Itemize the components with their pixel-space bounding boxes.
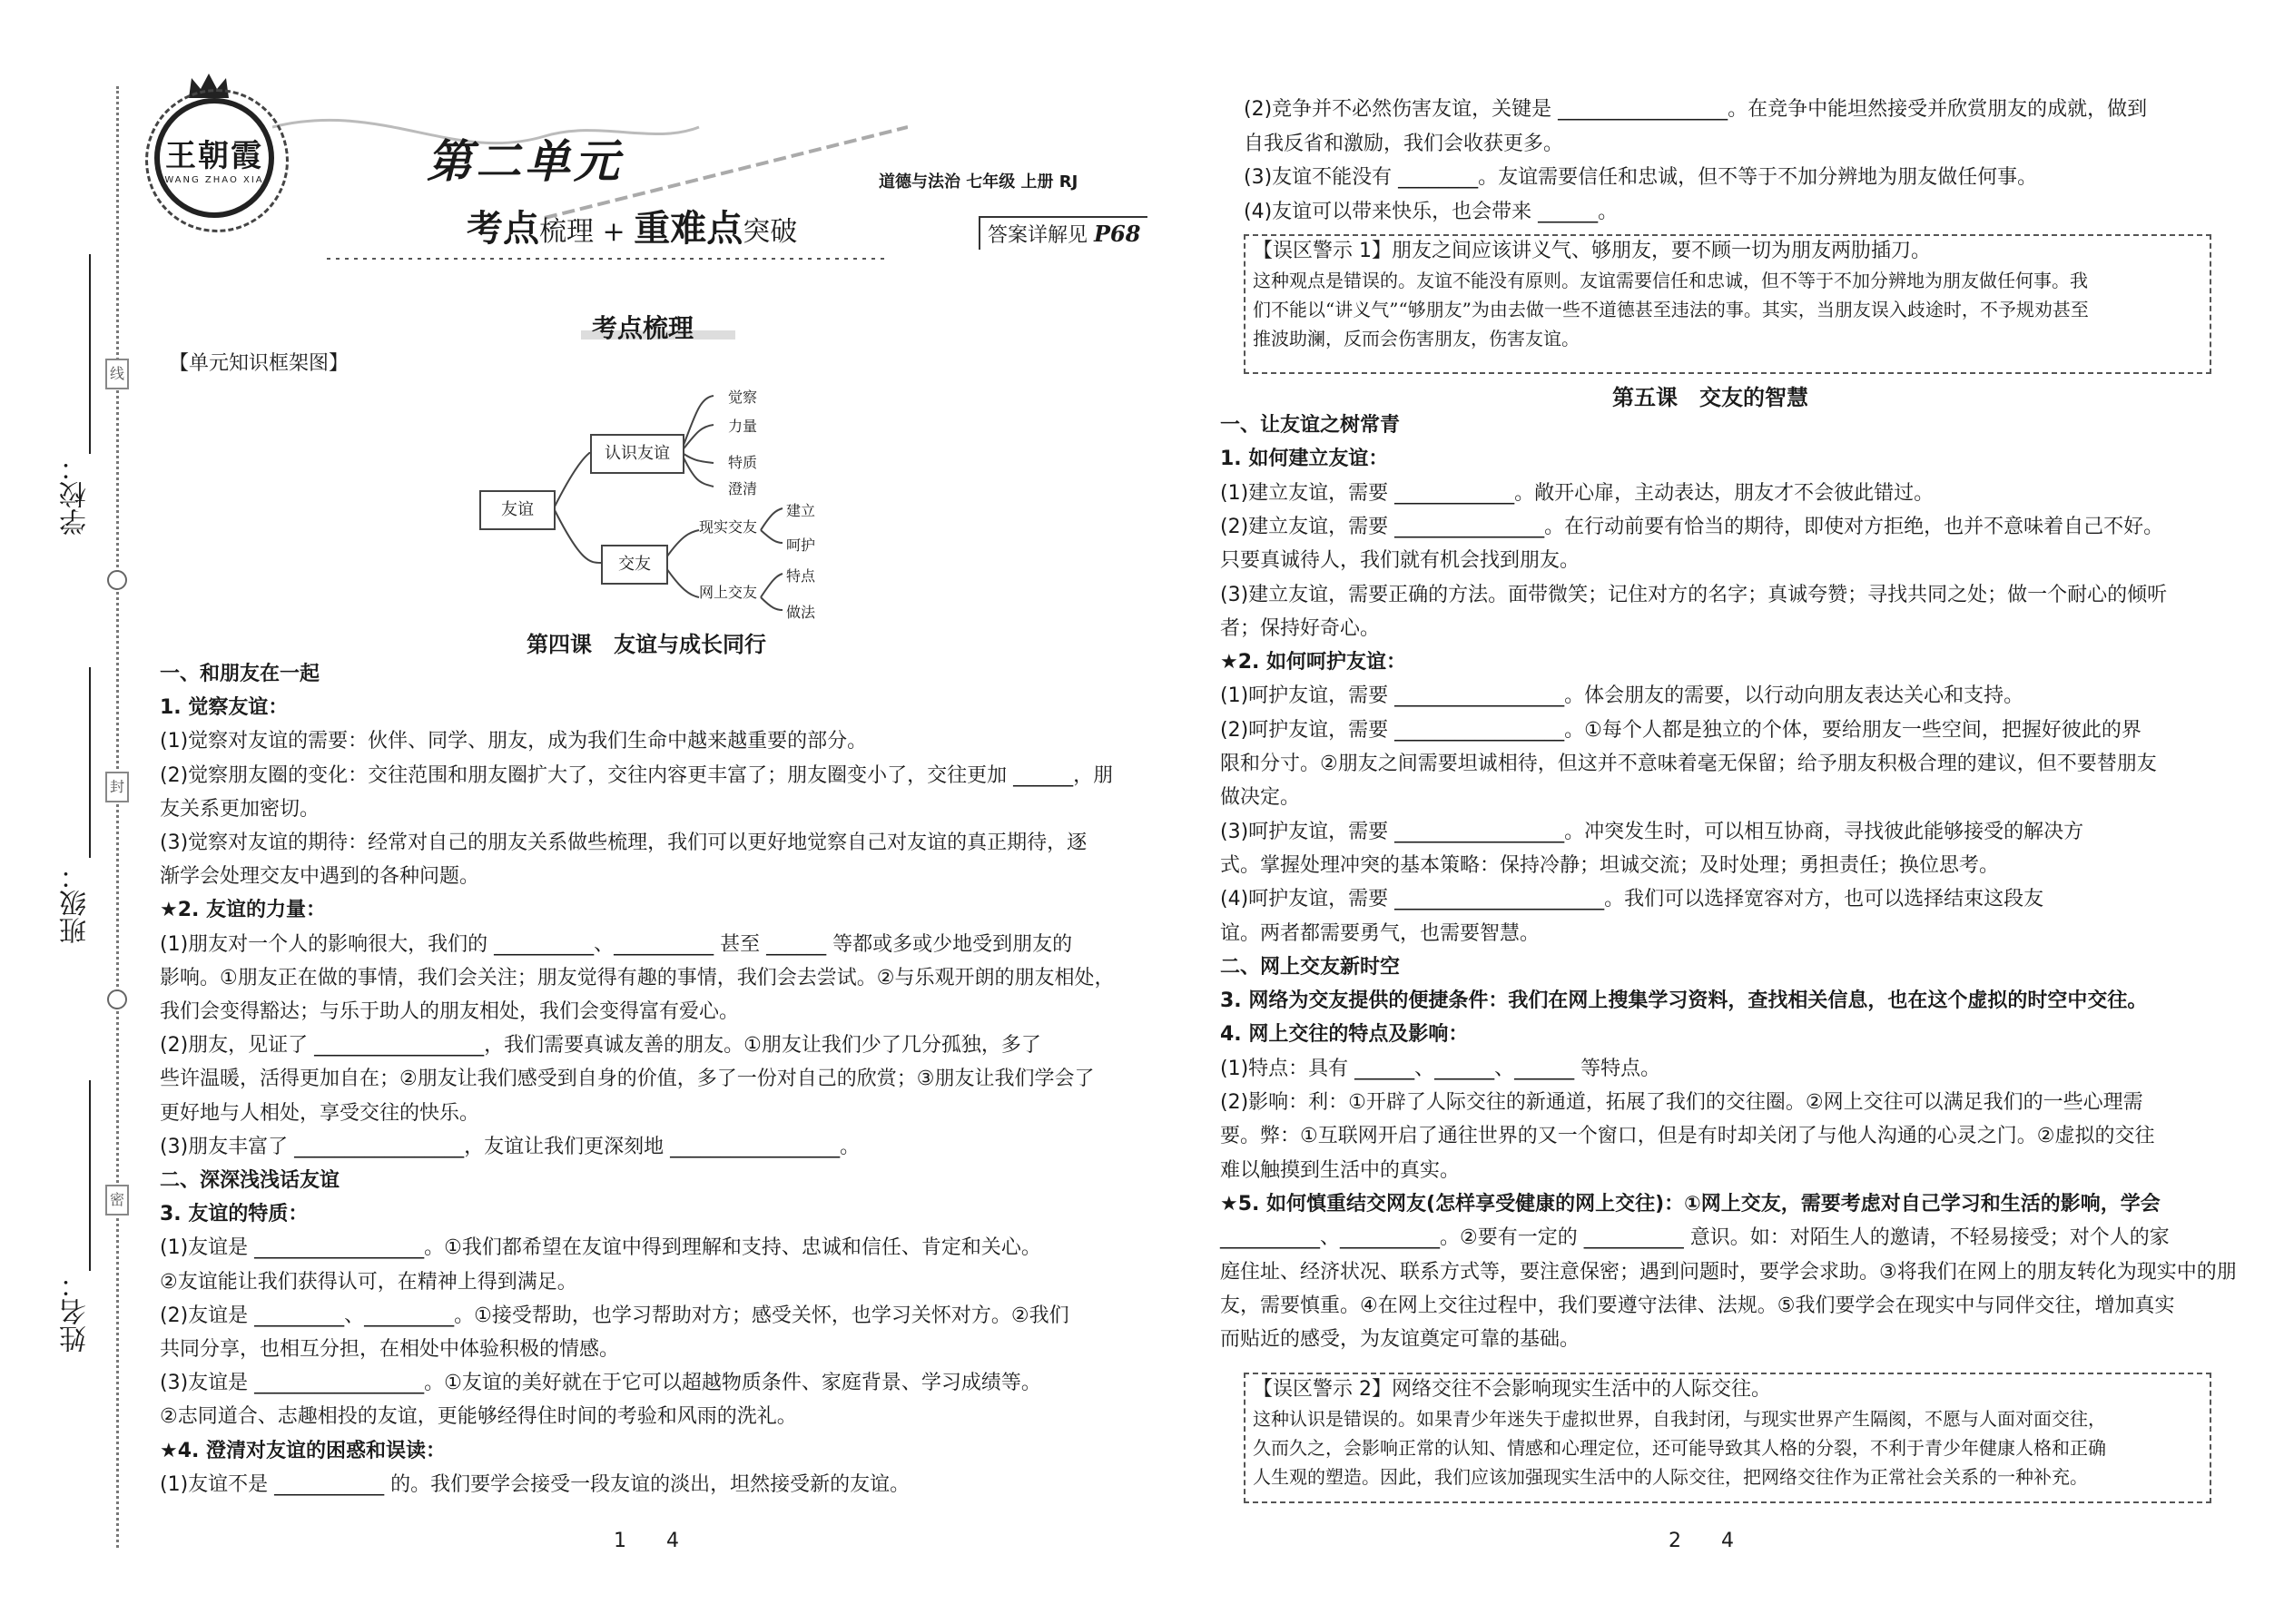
logo-subtext: WANG ZHAO XIA: [164, 175, 264, 185]
warning-1-line: 们不能以“讲义气”“够朋友”为由去做一些不道德甚至违法的事。其实，当朋友误入歧途时，不予规劝甚至: [1253, 299, 2089, 320]
diagram-root: 友谊: [479, 490, 556, 530]
text-line: ②友谊能让我们获得认可，在精神上得到满足。: [160, 1270, 577, 1294]
warning-1-line: 推波助澜，反而会伤害朋友，伤害友谊。: [1253, 328, 1580, 349]
text-line: (4)呵护友谊，需要 _____________________。我们可以选择宽容对方，也可以选择结束这段友: [1220, 888, 2044, 911]
text-line: 做决定。: [1220, 786, 1301, 810]
text-line: (3)朋友丰富了 _________________，友谊让我们更深刻地 _________________。: [160, 1135, 861, 1158]
text-line: 而贴近的感受，为友谊奠定可靠的基础。: [1220, 1328, 1580, 1352]
text-line: (1)朋友对一个人的影响很大，我们的 __________、__________ 甚至 ______ 等都或多或少地受到朋友的: [160, 932, 1073, 956]
lesson-5-title: 第五课 交友的智慧: [1612, 385, 1808, 410]
text-line: 自我反省和激励，我们会收获更多。: [1244, 132, 1564, 155]
text-line: 1. 如何建立友谊：: [1220, 448, 1389, 471]
text-line: 影响。①朋友正在做的事情，我们会关注；朋友觉得有趣的事情，我们会去尝试。②与乐观开朗的朋友相处，: [160, 966, 1115, 989]
text-line: (2)友谊是 _________、_________。①接受帮助，也学习帮助对方；感受关怀，也学习关怀对方。②我们: [160, 1304, 1069, 1327]
text-line: (3)友谊不能没有 ________。友谊需要信任和忠诚，但不等于不加分辨地为朋友做任何事。: [1244, 166, 2038, 189]
diagram-sub-branch: 网上交友: [699, 584, 758, 601]
text-line: (2)觉察朋友圈的变化：交往范围和朋友圈扩大了，交往内容更丰富了；朋友圈变小了，交往更加 ______，朋: [160, 763, 1114, 787]
text-line: (2)朋友，见证了 _________________，我们需要真诚友善的朋友。①朋友让我们少了几分孤独，多了: [160, 1034, 1041, 1058]
seal-mark-2: 封: [105, 772, 129, 802]
text-line: 3. 网络为交友提供的便捷条件：我们在网上搜集学习资料，查找相关信息，也在这个虚拟的时空中交往。: [1220, 989, 2148, 1013]
diagram-branch-make-friends: 交友: [601, 545, 668, 585]
text-line: 1. 觉察友谊：: [160, 696, 289, 720]
diagram-branch-know-friendship: 认识友谊: [590, 434, 684, 474]
text-line: 谊。两者都需要勇气，也需要智慧。: [1220, 921, 1541, 945]
subtitle-part-a: 考点: [467, 207, 539, 250]
subtitle-part-b: 梳理 +: [539, 216, 635, 248]
text-line: 只要真诚待人，我们就有机会找到朋友。: [1220, 549, 1580, 573]
text-line: (3)友谊是 _________________。①友谊的美好就在于它可以超越物质条件、家庭背景、学习成绩等。: [160, 1372, 1041, 1395]
text-line: (3)觉察对友谊的期待：经常对自己的朋友关系做些梳理，我们可以更好地觉察自己对友谊的真正期待，逐: [160, 832, 1088, 854]
text-line: (2)建立友谊，需要 _______________。在行动前要有恰当的期待，即使对方拒绝，也并不意味着自己不好。: [1220, 515, 2164, 538]
text-line: 二、深深浅浅话友谊: [160, 1169, 340, 1192]
text-line: (1)友谊是 _________________。①我们都希望在友谊中得到理解和支持、忠诚和信任、肯定和关心。: [160, 1236, 1041, 1260]
page-subtitle: [467, 200, 797, 251]
text-line: ★5. 如何慎重结交网友(怎样享受健康的网上交往)：①网上交友，需要考虑对自己学习和生活的影响，学会: [1220, 1192, 2161, 1216]
text-line: ★2. 如何呵护友谊：: [1220, 651, 1407, 674]
text-line: 些许温暖，活得更加自在；②朋友让我们感受到自身的价值，多了一份对自己的欣赏；③朋友让我们学会了: [160, 1068, 1095, 1091]
text-line: (3)建立友谊，需要正确的方法。面带微笑；记住对方的名字；真诚夸赞；寻找共同之处；做一个耐心的倾听: [1220, 583, 2168, 606]
text-line: (2)影响：利：①开辟了人际交往的新通道，拓展了我们的交往圈。②网上交往可以满足我们的一些心理需: [1220, 1091, 2143, 1114]
text-line: ★4. 澄清对友谊的困惑和误读：: [160, 1439, 447, 1462]
text-line: (1)呵护友谊，需要 _________________。体会朋友的需要，以行动向朋友表达关心和支持。: [1220, 684, 2024, 708]
text-line: ★2. 友谊的力量：: [160, 899, 327, 922]
diagram-leaf: 澄清: [728, 480, 758, 497]
diagram-leaf: 做法: [786, 604, 816, 621]
text-line: (1)觉察对友谊的需要：伙伴、同学、朋友，成为我们生命中越来越重要的部分。: [160, 730, 868, 753]
warning-2-line: 久而久之，会影响正常的认知、情感和心理定位，还可能导致其人格的分裂，不利于青少年健康人格和正确: [1253, 1437, 2106, 1459]
unit-title: 第二单元: [427, 134, 623, 188]
answer-reference: [979, 216, 1147, 250]
warning-2-line: 这种认识是错误的。如果青少年迷失于虚拟世界，自我封闭，与现实世界产生隔阂，不愿与人面对面交往，: [1253, 1408, 2106, 1430]
diagram-leaf: 建立: [786, 502, 816, 519]
text-line: 友，需要慎重。④在网上交往过程中，我们要遵守法律、法规。⑤我们要学会在现实中与同伴交往，增加真实: [1220, 1294, 2175, 1317]
text-line: 难以触摸到生活中的真实。: [1220, 1158, 1461, 1182]
text-line: ②志同道合、志趣相投的友谊，更能够经得住时间的考验和风雨的洗礼。: [160, 1405, 797, 1429]
text-line: 者；保持好奇心。: [1220, 616, 1381, 640]
page-number-right: 2 4: [1669, 1530, 1734, 1552]
school-label: 学校：: [60, 454, 92, 536]
diagram-sub-branch: 现实交友: [699, 518, 758, 536]
seal-mark-3: 密: [105, 1185, 129, 1216]
text-line: 式。掌握处理冲突的基本策略：保持冷静；坦诚交流；及时处理；勇担责任；换位思考。: [1220, 853, 2000, 877]
class-field[interactable]: [89, 667, 91, 858]
binding-dotted-line: [116, 86, 119, 1548]
text-line: (2)竞争并不必然伤害友谊，关键是 _________________。在竞争中能坦然接受并欣赏朋友的成就，做到: [1244, 98, 2148, 121]
seal-mark-1: 线: [105, 359, 129, 389]
series-tag: 道德与法治 七年级 上册 RJ: [879, 172, 1078, 192]
warning-2-line: 人生观的塑造。因此，我们应该加强现实生活中的人际交往，把网络交往作为正常社会关系的一种补充。: [1253, 1466, 2088, 1488]
text-line: 一、和朋友在一起: [160, 663, 320, 685]
diagram-leaf: 特质: [728, 454, 758, 471]
school-field[interactable]: [89, 254, 91, 454]
framework-label: 【单元知识框架图】: [169, 352, 350, 375]
binding-hole-1: [107, 570, 127, 590]
text-line: 庭住址、经济状况、联系方式等，要注意保密；遇到问题时，要学会求助。③将我们在网上的朋友转化为现实中的朋: [1220, 1260, 2237, 1284]
text-line: 我们会变得豁达；与乐于助人的朋友相处，我们会变得富有爱心。: [160, 1000, 740, 1023]
subtitle-part-c: 重难点: [634, 207, 743, 250]
page-number-left: 1 4: [614, 1530, 679, 1552]
text-line: 3. 友谊的特质：: [160, 1203, 309, 1226]
text-line: (2)呵护友谊，需要 _________________。①每个人都是独立的个体，要给朋友一些空间，把握好彼此的界: [1220, 718, 2141, 742]
text-line: 限和分寸。②朋友之间需要坦诚相待，但这并不意味着毫无保留；给予朋友积极合理的建议，但不要替朋友: [1220, 753, 2157, 775]
name-label: 姓名：: [60, 1271, 92, 1353]
class-label: 班级：: [60, 862, 92, 944]
text-line: 二、网上交友新时空: [1220, 955, 1401, 979]
logo-text: 王朝霞: [165, 138, 263, 174]
subtitle-part-d: 突破: [743, 216, 798, 248]
diagram-leaf: 呵护: [786, 536, 816, 554]
text-line: 更好地与人相处，享受交往的快乐。: [160, 1101, 480, 1125]
diagram-leaf: 觉察: [728, 389, 758, 406]
answer-ref-prefix: 答案详解见: [988, 224, 1094, 247]
text-line: 要。弊：①互联网开启了通往世界的又一个窗口，但是有时却关闭了与他人沟通的心灵之门。②虚拟的交往: [1220, 1125, 2155, 1148]
binding-hole-2: [107, 989, 127, 1009]
section-title: 考点梳理: [592, 313, 694, 343]
text-line: __________、__________。②要有一定的 __________ 意识。如：对陌生人的邀请，不轻易接受；对个人的家: [1220, 1226, 2170, 1250]
text-line: 友关系更加密切。: [160, 797, 320, 821]
text-line: 渐学会处理交友中遇到的各种问题。: [160, 865, 480, 889]
brand-logo: [154, 98, 274, 218]
warning-1-title: 【误区警示 1】朋友之间应该讲义气、够朋友，要不顾一切为朋友两肋插刀。: [1253, 240, 1931, 262]
text-line: (4)友谊可以带来快乐，也会带来 ______。: [1244, 200, 1619, 223]
text-line: (1)建立友谊，需要 ____________。敞开心扉，主动表达，朋友才不会彼此错过。: [1220, 481, 1935, 505]
text-line: (3)呵护友谊，需要 _________________。冲突发生时，可以相互协商，寻找彼此能够接受的解决方: [1220, 820, 2084, 843]
text-line: (1)特点：具有 ______、______、______ 等特点。: [1220, 1057, 1661, 1080]
text-line: 4. 网上交往的特点及影响：: [1220, 1023, 1469, 1047]
text-line: 共同分享，也相互分担，在相处中体验积极的情感。: [160, 1338, 620, 1361]
lesson-4-title: 第四课 友谊与成长同行: [527, 632, 766, 657]
warning-1-line: 这种观点是错误的。友谊不能没有原则。友谊需要信任和忠诚，但不等于不加分辨地为朋友做任何事。我: [1253, 270, 2088, 291]
diagram-leaf: 力量: [728, 418, 758, 435]
text-line: 一、让友谊之树常青: [1220, 414, 1401, 437]
answer-ref-page: P68: [1094, 221, 1141, 247]
warning-2-title: 【误区警示 2】网络交往不会影响现实生活中的人际交往。: [1253, 1378, 1771, 1401]
name-field[interactable]: [89, 1080, 91, 1271]
text-line: (1)友谊不是 ___________ 的。我们要学会接受一段友谊的淡出，坦然接受新的友谊。: [160, 1472, 911, 1496]
diagram-leaf: 特点: [786, 567, 816, 585]
